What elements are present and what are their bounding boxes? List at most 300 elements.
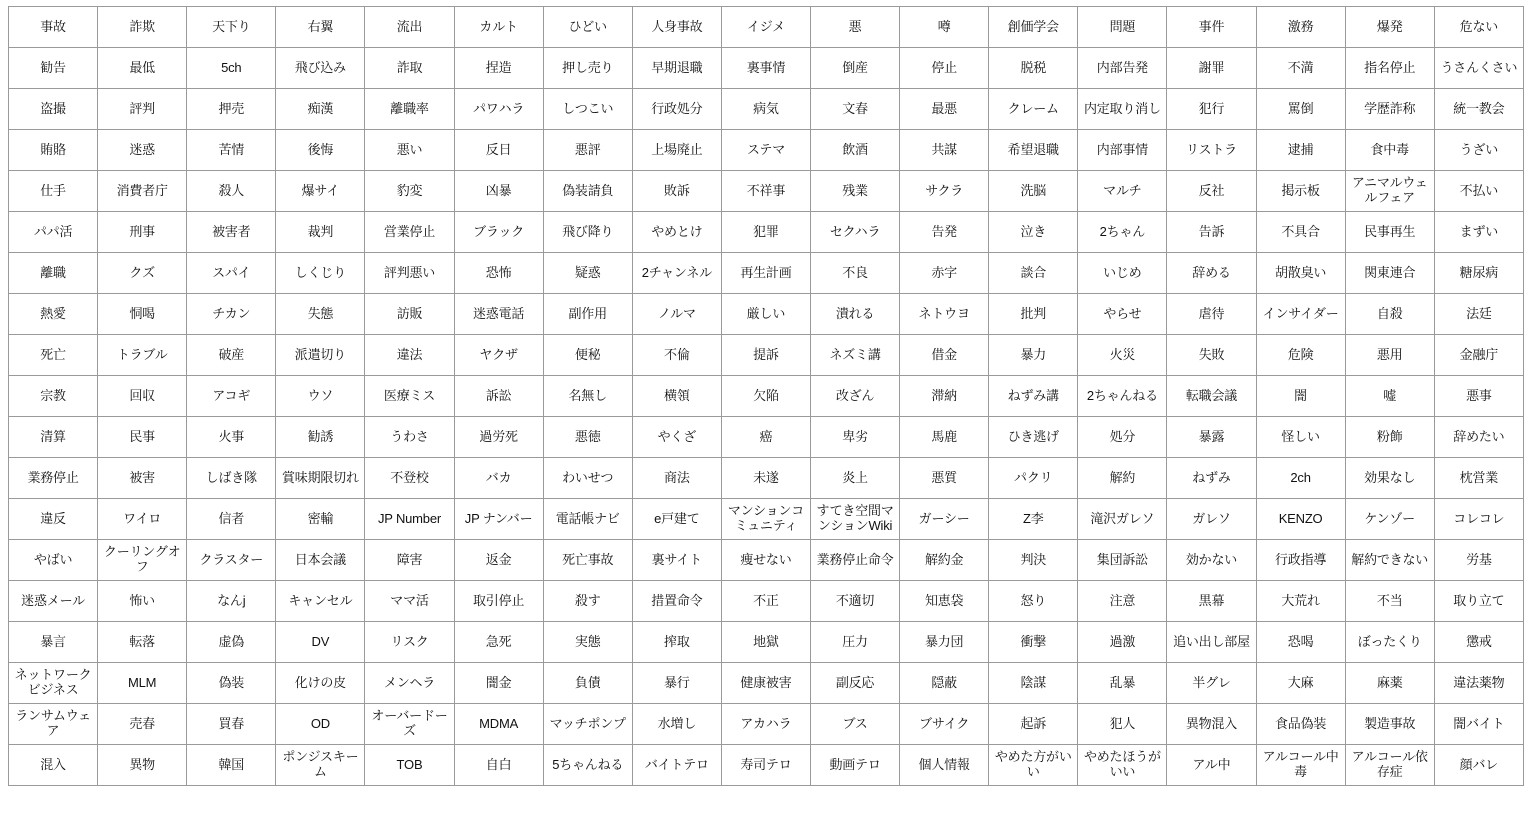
keyword-cell: DV [276,622,365,663]
keyword-cell: 消費者庁 [98,171,187,212]
keyword-cell: アルコール依存症 [1345,745,1434,786]
keyword-cell: アル中 [1167,745,1256,786]
keyword-cell: 残業 [810,171,899,212]
keyword-cell: 地獄 [721,622,810,663]
keyword-cell: 癌 [721,417,810,458]
keyword-cell: やめた方がいい [989,745,1078,786]
keyword-cell: 勧告 [9,48,98,89]
keyword-cell: 押売 [187,89,276,130]
keyword-cell: 滞納 [900,376,989,417]
keyword-cell: やらせ [1078,294,1167,335]
keyword-cell: 馬鹿 [900,417,989,458]
keyword-cell: 危ない [1434,7,1523,48]
keyword-cell: クラスター [187,540,276,581]
keyword-cell: 迷惑電話 [454,294,543,335]
keyword-cell: 最低 [98,48,187,89]
keyword-cell: 虚偽 [187,622,276,663]
keyword-cell: 処分 [1078,417,1167,458]
keyword-cell: 過労死 [454,417,543,458]
keyword-cell: ネズミ講 [810,335,899,376]
keyword-cell: 倒産 [810,48,899,89]
keyword-cell: なんj [187,581,276,622]
keyword-cell: 告訴 [1167,212,1256,253]
keyword-cell: ぼったくり [1345,622,1434,663]
keyword-cell: うざい [1434,130,1523,171]
keyword-cell: パクリ [989,458,1078,499]
keyword-cell: 改ざん [810,376,899,417]
keyword-cell: 業務停止命令 [810,540,899,581]
keyword-cell: 圧力 [810,622,899,663]
keyword-cell: 半グレ [1167,663,1256,704]
table-row [9,212,1524,253]
table-row [9,335,1524,376]
keyword-cell: しつこい [543,89,632,130]
keyword-cell: パパ活 [9,212,98,253]
keyword-cell: イジメ [721,7,810,48]
keyword-cell: 被害者 [187,212,276,253]
keyword-cell: OD [276,704,365,745]
keyword-cell: ママ活 [365,581,454,622]
keyword-cell: 飛び込み [276,48,365,89]
keyword-cell: 内定取り消し [1078,89,1167,130]
keyword-cell: 敗訴 [632,171,721,212]
table-row [9,417,1524,458]
keyword-cell: アカハラ [721,704,810,745]
keyword-cell: 豹変 [365,171,454,212]
keyword-cell: 嘘 [1345,376,1434,417]
keyword-cell: 乱暴 [1078,663,1167,704]
keyword-cell: 衝撃 [989,622,1078,663]
keyword-cell: 借金 [900,335,989,376]
keyword-cell: 詐欺 [98,7,187,48]
keyword-cell: 2ちゃんねる [1078,376,1167,417]
keyword-cell: 起訴 [989,704,1078,745]
keyword-cell: ヤクザ [454,335,543,376]
keyword-cell: 営業停止 [365,212,454,253]
table-row [9,294,1524,335]
keyword-cell: 胡散臭い [1256,253,1345,294]
keyword-cell: 文春 [810,89,899,130]
keyword-cell: 痴漢 [276,89,365,130]
keyword-cell: 日本会議 [276,540,365,581]
keyword-cell: 実態 [543,622,632,663]
keyword-cell: 解約 [1078,458,1167,499]
keyword-cell: ひどい [543,7,632,48]
keyword-cell: 脱税 [989,48,1078,89]
keyword-cell: TOB [365,745,454,786]
keyword-cell: 医療ミス [365,376,454,417]
keyword-cell: 動画テロ [810,745,899,786]
keyword-cell: 赤字 [900,253,989,294]
table-row [9,745,1524,786]
keyword-cell: 泣き [989,212,1078,253]
keyword-cell: クズ [98,253,187,294]
keyword-cell: 顔バレ [1434,745,1523,786]
keyword-cell: アルコール中毒 [1256,745,1345,786]
keyword-cell: 金融庁 [1434,335,1523,376]
keyword-cell: 創価学会 [989,7,1078,48]
keyword-cell: 早期退職 [632,48,721,89]
keyword-cell: ガレソ [1167,499,1256,540]
keyword-cell: MLM [98,663,187,704]
keyword-cell: 密輸 [276,499,365,540]
keyword-cell: 迷惑メール [9,581,98,622]
keyword-cell: 化けの皮 [276,663,365,704]
keyword-cell: 不良 [810,253,899,294]
keyword-cell: 混入 [9,745,98,786]
keyword-cell: トラブル [98,335,187,376]
keyword-cell: ひき逃げ [989,417,1078,458]
keyword-cell: 悪用 [1345,335,1434,376]
table-row [9,499,1524,540]
keyword-cell: いじめ [1078,253,1167,294]
keyword-cell: 洗脳 [989,171,1078,212]
keyword-cell: しくじり [276,253,365,294]
keyword-cell: 大麻 [1256,663,1345,704]
keyword-cell: 障害 [365,540,454,581]
keyword-cell: 過激 [1078,622,1167,663]
keyword-cell: 転職会議 [1167,376,1256,417]
keyword-cell: 指名停止 [1345,48,1434,89]
keyword-cell: 偽装請負 [543,171,632,212]
keyword-cell: 解約できない [1345,540,1434,581]
keyword-cell: 盗撮 [9,89,98,130]
keyword-cell: アコギ [187,376,276,417]
keyword-cell: やめたほうがいい [1078,745,1167,786]
keyword-cell: オーバードーズ [365,704,454,745]
keyword-cell: 潰れる [810,294,899,335]
keyword-cell: 病気 [721,89,810,130]
keyword-cell: 火災 [1078,335,1167,376]
keyword-cell: 暴力 [989,335,1078,376]
keyword-cell: 2チャンネル [632,253,721,294]
keyword-cell: 罵倒 [1256,89,1345,130]
keyword-cell: ブサイク [900,704,989,745]
keyword-cell: 陰謀 [989,663,1078,704]
keyword-cell: 不払い [1434,171,1523,212]
keyword-cell: 内部事情 [1078,130,1167,171]
keyword-cell: 爆サイ [276,171,365,212]
keyword-grid-body [9,7,1524,786]
keyword-cell: 不当 [1345,581,1434,622]
keyword-cell: ネットワークビジネス [9,663,98,704]
keyword-cell: うさんくさい [1434,48,1523,89]
table-row [9,622,1524,663]
keyword-cell: 恐喝 [1256,622,1345,663]
keyword-cell: 苦情 [187,130,276,171]
keyword-cell: 信者 [187,499,276,540]
keyword-cell: 異物混入 [1167,704,1256,745]
keyword-cell: 凶暴 [454,171,543,212]
keyword-cell: 押し売り [543,48,632,89]
keyword-cell: サクラ [900,171,989,212]
table-row [9,376,1524,417]
keyword-cell: 恫喝 [98,294,187,335]
keyword-cell: カルト [454,7,543,48]
keyword-cell: 怖い [98,581,187,622]
keyword-cell: 上場廃止 [632,130,721,171]
keyword-cell: 大荒れ [1256,581,1345,622]
keyword-cell: ノルマ [632,294,721,335]
table-row [9,704,1524,745]
keyword-cell: 恐怖 [454,253,543,294]
keyword-cell: 停止 [900,48,989,89]
keyword-cell: 厳しい [721,294,810,335]
keyword-cell: 偽装 [187,663,276,704]
keyword-cell: 詐取 [365,48,454,89]
keyword-cell: 不具合 [1256,212,1345,253]
keyword-cell: 効かない [1167,540,1256,581]
keyword-cell: 不登校 [365,458,454,499]
keyword-cell: 裏事情 [721,48,810,89]
keyword-cell: 賞味期限切れ [276,458,365,499]
keyword-cell: 不正 [721,581,810,622]
keyword-cell: 提訴 [721,335,810,376]
keyword-cell: 製造事故 [1345,704,1434,745]
table-row [9,48,1524,89]
keyword-cell: 法廷 [1434,294,1523,335]
table-row [9,253,1524,294]
keyword-cell: 炎上 [810,458,899,499]
keyword-cell: 飲酒 [810,130,899,171]
keyword-cell: 離職 [9,253,98,294]
keyword-cell: クーリングオフ [98,540,187,581]
keyword-cell: すてき空間マンションWiki [810,499,899,540]
keyword-cell: 仕手 [9,171,98,212]
keyword-cell: MDMA [454,704,543,745]
keyword-cell: 黒幕 [1167,581,1256,622]
keyword-cell: 希望退職 [989,130,1078,171]
keyword-cell: 追い出し部屋 [1167,622,1256,663]
keyword-cell: 噂 [900,7,989,48]
keyword-cell: JP Number [365,499,454,540]
keyword-cell: 裏サイト [632,540,721,581]
keyword-cell: 賄賂 [9,130,98,171]
keyword-cell: 健康被害 [721,663,810,704]
keyword-cell: パワハラ [454,89,543,130]
keyword-cell: 自殺 [1345,294,1434,335]
keyword-cell: 悪徳 [543,417,632,458]
keyword-cell: 食中毒 [1345,130,1434,171]
keyword-cell: 飛び降り [543,212,632,253]
keyword-cell: 被害 [98,458,187,499]
keyword-cell: 闇 [1256,376,1345,417]
keyword-cell: ポンジスキーム [276,745,365,786]
keyword-cell: 流出 [365,7,454,48]
keyword-cell: 掲示板 [1256,171,1345,212]
keyword-cell: 急死 [454,622,543,663]
keyword-cell: 火事 [187,417,276,458]
keyword-cell: 自白 [454,745,543,786]
keyword-cell: ブス [810,704,899,745]
keyword-cell: ガーシー [900,499,989,540]
keyword-cell: 逮捕 [1256,130,1345,171]
keyword-cell: 悪い [365,130,454,171]
keyword-cell: 事件 [1167,7,1256,48]
keyword-cell: 暴露 [1167,417,1256,458]
keyword-cell: 暴行 [632,663,721,704]
keyword-cell: バカ [454,458,543,499]
keyword-cell: マッチポンプ [543,704,632,745]
keyword-cell: 談合 [989,253,1078,294]
keyword-cell: 人身事故 [632,7,721,48]
keyword-cell: 欠陥 [721,376,810,417]
keyword-cell: しばき隊 [187,458,276,499]
keyword-cell: 悪 [810,7,899,48]
keyword-cell: 痩せない [721,540,810,581]
keyword-cell: 麻薬 [1345,663,1434,704]
keyword-cell: 殺す [543,581,632,622]
keyword-cell: リストラ [1167,130,1256,171]
keyword-cell: 水増し [632,704,721,745]
keyword-cell: 判決 [989,540,1078,581]
keyword-cell: ねずみ [1167,458,1256,499]
keyword-cell: 裁判 [276,212,365,253]
keyword-cell: 悪評 [543,130,632,171]
keyword-cell: 辞めたい [1434,417,1523,458]
keyword-cell: 学歴詐称 [1345,89,1434,130]
keyword-cell: 評判 [98,89,187,130]
keyword-cell: 民事 [98,417,187,458]
keyword-cell: 労基 [1434,540,1523,581]
keyword-cell: 虐待 [1167,294,1256,335]
keyword-cell: 5ch [187,48,276,89]
keyword-cell: ワイロ [98,499,187,540]
keyword-cell: リスク [365,622,454,663]
keyword-cell: 枕営業 [1434,458,1523,499]
keyword-cell: 告発 [900,212,989,253]
keyword-cell: 暴言 [9,622,98,663]
keyword-cell: 怒り [989,581,1078,622]
keyword-cell: 知恵袋 [900,581,989,622]
keyword-cell: 熱愛 [9,294,98,335]
keyword-cell: 殺人 [187,171,276,212]
keyword-cell: 派遣切り [276,335,365,376]
keyword-cell: 迷惑 [98,130,187,171]
keyword-cell: 右翼 [276,7,365,48]
table-row [9,458,1524,499]
keyword-cell: 不祥事 [721,171,810,212]
keyword-cell: 効果なし [1345,458,1434,499]
keyword-cell: 辞める [1167,253,1256,294]
keyword-cell: うわさ [365,417,454,458]
table-row [9,171,1524,212]
keyword-cell: 宗教 [9,376,98,417]
keyword-cell: クレーム [989,89,1078,130]
keyword-cell: 個人情報 [900,745,989,786]
keyword-cell: 粉飾 [1345,417,1434,458]
keyword-cell: マンションコミュニティ [721,499,810,540]
keyword-cell: 最悪 [900,89,989,130]
keyword-cell: ステマ [721,130,810,171]
table-row [9,540,1524,581]
keyword-cell: 卑劣 [810,417,899,458]
keyword-cell: 清算 [9,417,98,458]
keyword-cell: 措置命令 [632,581,721,622]
keyword-cell: 悪質 [900,458,989,499]
keyword-cell: 破産 [187,335,276,376]
keyword-cell: ブラック [454,212,543,253]
keyword-cell: 異物 [98,745,187,786]
keyword-cell: 行政処分 [632,89,721,130]
keyword-cell: 寿司テロ [721,745,810,786]
keyword-cell: ケンゾー [1345,499,1434,540]
keyword-cell: 関東連合 [1345,253,1434,294]
keyword-cell: 業務停止 [9,458,98,499]
keyword-cell: 不倫 [632,335,721,376]
keyword-cell: ランサムウェア [9,704,98,745]
keyword-cell: 行政指導 [1256,540,1345,581]
keyword-cell: 天下り [187,7,276,48]
keyword-cell: 売春 [98,704,187,745]
keyword-cell: バイトテロ [632,745,721,786]
keyword-cell: 疑惑 [543,253,632,294]
keyword-cell: 集団訴訟 [1078,540,1167,581]
table-row [9,581,1524,622]
keyword-cell: 商法 [632,458,721,499]
keyword-cell: 失敗 [1167,335,1256,376]
keyword-cell: わいせつ [543,458,632,499]
keyword-cell: 隠蔽 [900,663,989,704]
keyword-cell: 返金 [454,540,543,581]
keyword-cell: コレコレ [1434,499,1523,540]
table-row [9,89,1524,130]
keyword-cell: 死亡事故 [543,540,632,581]
keyword-cell: やばい [9,540,98,581]
keyword-grid [8,6,1524,786]
keyword-cell: 負債 [543,663,632,704]
table-row [9,130,1524,171]
keyword-cell: マルチ [1078,171,1167,212]
keyword-cell: 名無し [543,376,632,417]
keyword-cell: 民事再生 [1345,212,1434,253]
keyword-cell: やくざ [632,417,721,458]
keyword-cell: 注意 [1078,581,1167,622]
keyword-cell: アニマルウェルフェア [1345,171,1434,212]
keyword-cell: 後悔 [276,130,365,171]
keyword-cell: ネトウヨ [900,294,989,335]
keyword-cell: まずい [1434,212,1523,253]
keyword-cell: 未遂 [721,458,810,499]
keyword-cell: 訪販 [365,294,454,335]
keyword-cell: 犯行 [1167,89,1256,130]
keyword-cell: 勧誘 [276,417,365,458]
keyword-cell: 死亡 [9,335,98,376]
keyword-cell: メンヘラ [365,663,454,704]
keyword-cell: 2ちゃん [1078,212,1167,253]
keyword-cell: 悪事 [1434,376,1523,417]
keyword-cell: 問題 [1078,7,1167,48]
keyword-cell: 横領 [632,376,721,417]
keyword-cell: 2ch [1256,458,1345,499]
keyword-cell: 危険 [1256,335,1345,376]
keyword-cell: 評判悪い [365,253,454,294]
keyword-cell: 不満 [1256,48,1345,89]
keyword-cell: 闇バイト [1434,704,1523,745]
keyword-cell: チカン [187,294,276,335]
table-row [9,7,1524,48]
keyword-cell: 不適切 [810,581,899,622]
keyword-cell: 反日 [454,130,543,171]
keyword-cell: 副作用 [543,294,632,335]
keyword-cell: 糖尿病 [1434,253,1523,294]
keyword-cell: 離職率 [365,89,454,130]
keyword-cell: 激務 [1256,7,1345,48]
keyword-cell: 買春 [187,704,276,745]
keyword-cell: 懲戒 [1434,622,1523,663]
keyword-cell: 再生計画 [721,253,810,294]
keyword-cell: 食品偽装 [1256,704,1345,745]
